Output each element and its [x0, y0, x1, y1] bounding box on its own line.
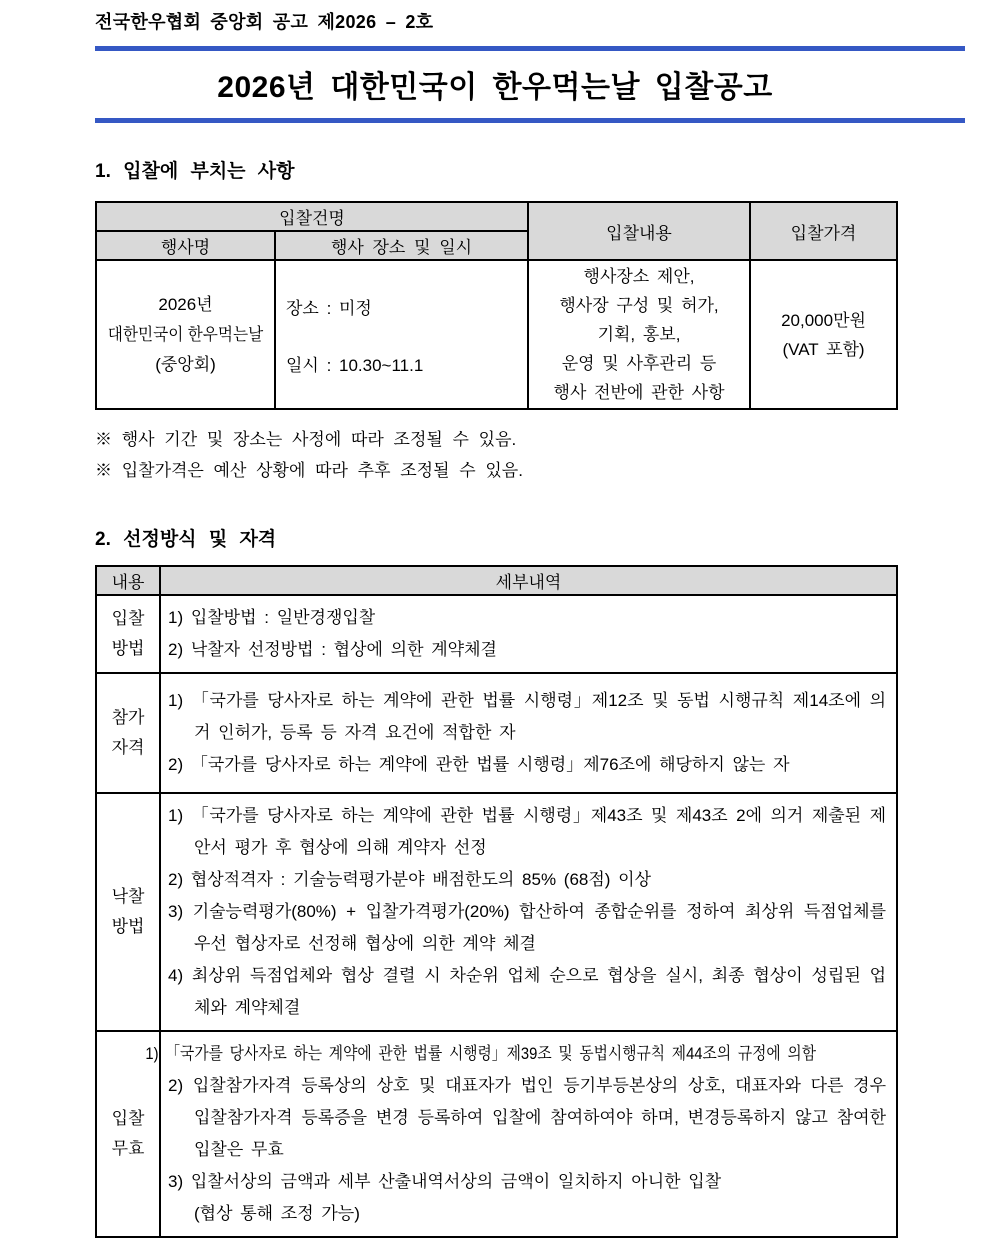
- table-header-row: [96, 566, 897, 595]
- detail-item: 4) 최상위 득점업체와 협상 결렬 시 차순위 업체 순으로 협상을 실시, 최종 협상이 성립된 업체와 계약체결: [168, 966, 886, 1017]
- table-row-bid-method: [96, 595, 897, 673]
- header-category: 내용: [96, 566, 160, 595]
- event-time: 일시 : 10.30~11.1: [286, 355, 424, 375]
- header-details: 세부내역: [160, 566, 897, 595]
- category-cell: [96, 595, 160, 673]
- selection-method-table: [95, 565, 898, 1238]
- bid-content-line: 기획, 홍보,: [597, 325, 681, 344]
- detail-item: 1) 「국가를 당사자로 하는 계약에 관한 법률 시행령」제39조 및 동법시행규칙 제44조의 규정에 의함: [145, 1044, 816, 1063]
- detail-item: 1) 입찰방법 : 일반경쟁입찰: [168, 608, 376, 627]
- header-bid-content: 입찰내용: [528, 202, 750, 260]
- bid-content-line: 행사 전반에 관한 사항: [553, 383, 725, 402]
- event-name-line: (중앙회): [155, 354, 216, 374]
- category-line: 참가: [111, 708, 145, 727]
- event-name-line: 대한민국이 한우먹는날: [107, 324, 264, 344]
- details-cell: [160, 595, 897, 673]
- header-event-name: 행사명: [96, 231, 275, 260]
- detail-item: 2) 「국가를 당사자로 하는 계약에 관한 법률 시행령」제76조에 해당하지 않는 자: [168, 755, 790, 774]
- event-place: 장소 : 미정: [286, 298, 372, 318]
- detail-item: 1) 「국가를 당사자로 하는 계약에 관한 법률 시행령」제12조 및 동법 시행규칙 제14조에 의거 인허가, 등록 등 자격 요건에 적합한 자: [168, 691, 886, 742]
- category-line: 방법: [111, 917, 145, 936]
- event-name-line: 2026년: [158, 294, 213, 314]
- category-line: 입찰: [111, 609, 145, 628]
- bid-content-cell: [528, 260, 750, 409]
- details-cell: [160, 793, 897, 1031]
- category-cell: [96, 673, 160, 793]
- detail-item: 3) 입찰서상의 금액과 세부 산출내역서상의 금액이 일치하지 아니한 입찰: [168, 1172, 722, 1191]
- header-bid-title-group: 입찰건명: [96, 202, 528, 231]
- section1-heading: 1. 입찰에 부치는 사항: [95, 161, 295, 182]
- note-line: ※ 입찰가격은 예산 상황에 따라 추후 조정될 수 있음.: [95, 461, 523, 480]
- section2-heading: 2. 선정방식 및 자격: [95, 529, 277, 550]
- bid-price-line: (VAT 포함): [782, 339, 865, 359]
- bid-content-line: 행사장 구성 및 허가,: [559, 296, 719, 315]
- details-cell: [145, 1031, 897, 1237]
- detail-item: 2) 낙찰자 선정방법 : 협상에 의한 계약체결: [168, 640, 497, 659]
- table-row-qualification: [96, 673, 897, 793]
- table-row-award-method: [96, 793, 897, 1031]
- category-cell: [96, 793, 160, 1031]
- category-line: 무효: [111, 1139, 145, 1158]
- detail-item: 1) 「국가를 당사자로 하는 계약에 관한 법률 시행령」제43조 및 제43조 2에 의거 제출된 제안서 평가 후 협상에 의해 계약자 선정: [168, 806, 886, 857]
- detail-item: 2) 입찰참가자격 등록상의 상호 및 대표자가 법인 등기부등본상의 상호, 대표자와 다른 경우 입찰참가자격 등록증을 변경 등록하여 입찰에 참여하여야 하며, 변경등록하지 않고 참여한 입찰은 무효: [168, 1076, 886, 1159]
- category-line: 입찰: [111, 1109, 145, 1128]
- bid-content-line: 행사장소 제안,: [583, 267, 695, 286]
- notice-number: 전국한우협회 중앙회 공고 제2026 – 2호: [95, 12, 434, 32]
- table-header-row: [96, 202, 897, 231]
- title-block: [95, 51, 965, 123]
- header-bid-price: 입찰가격: [750, 202, 897, 260]
- category-line: 자격: [111, 738, 145, 757]
- note-line: ※ 행사 기간 및 장소는 사정에 따라 조정될 수 있음.: [95, 430, 517, 449]
- details-cell: [160, 673, 897, 793]
- category-line: 낙찰: [111, 887, 145, 906]
- detail-item-continuation: (협상 통해 조정 가능): [194, 1204, 360, 1223]
- category-line: 방법: [111, 639, 145, 658]
- notes-block: [95, 424, 992, 486]
- page-title: 2026년 대한민국이 한우먹는날 입찰공고: [217, 71, 773, 104]
- bid-content-line: 운영 및 사후관리 등: [561, 354, 717, 373]
- table-row: [96, 260, 897, 409]
- header-event-place-time: 행사 장소 및 일시: [275, 231, 528, 260]
- bid-overview-table: [95, 201, 898, 410]
- table-row-bid-invalid: [96, 1031, 897, 1237]
- event-place-time-cell: [275, 260, 528, 409]
- bid-price-line: 20,000만원: [781, 310, 866, 330]
- event-name-cell: [96, 260, 275, 409]
- detail-item: 3) 기술능력평가(80%) + 입찰가격평가(20%) 합산하여 종합순위를 정하여 최상위 득점업체를 우선 협상자로 선정해 협상에 의한 계약 체결: [168, 902, 886, 953]
- bid-price-cell: [750, 260, 897, 409]
- detail-item: 2) 협상적격자 : 기술능력평가분야 배점한도의 85% (68점) 이상: [168, 870, 652, 889]
